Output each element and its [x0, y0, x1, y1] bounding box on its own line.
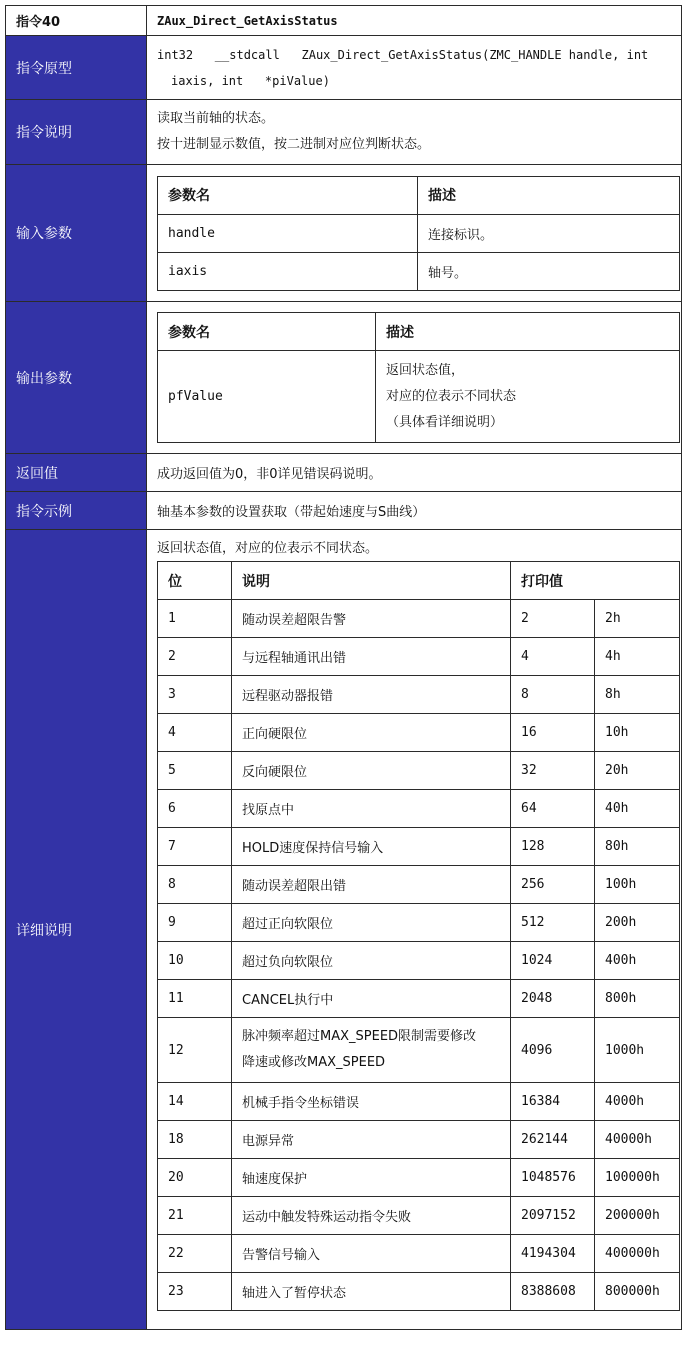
decimal-value: 8 — [511, 676, 595, 714]
prototype-row — [6, 36, 682, 100]
hex-value: 800000h — [595, 1273, 680, 1311]
details-intro: 返回状态值，对应的位表示不同状态。 — [157, 541, 379, 556]
hex-value: 40h — [595, 790, 680, 828]
bit-cell: 7 — [158, 828, 232, 866]
decimal-value: 4194304 — [511, 1235, 595, 1273]
status-bits-header — [158, 562, 680, 600]
param-desc: 轴号。 — [418, 252, 680, 290]
input-col-name: 参数名 — [158, 176, 418, 214]
bit-cell: 18 — [158, 1121, 232, 1159]
prototype-signature — [147, 36, 682, 100]
output-col-name: 参数名 — [158, 313, 376, 351]
hex-value: 1000h — [595, 1018, 680, 1083]
return-value-label: 返回值 — [6, 454, 147, 492]
status-bits-table — [157, 561, 680, 1311]
desc-cell: 找原点中 — [232, 790, 511, 828]
decimal-value: 262144 — [511, 1121, 595, 1159]
bit-cell: 20 — [158, 1159, 232, 1197]
desc-cell: 轴速度保护 — [232, 1159, 511, 1197]
bit-cell: 8 — [158, 866, 232, 904]
param-name: pfValue — [158, 351, 376, 443]
api-doc-table — [5, 5, 682, 1330]
hex-value: 200000h — [595, 1197, 680, 1235]
example-text: 轴基本参数的设置获取（带起始速度与S曲线） — [147, 492, 682, 530]
desc-cell: 运动中触发特殊运动指令失败 — [232, 1197, 511, 1235]
decimal-value: 2097152 — [511, 1197, 595, 1235]
decimal-value: 8388608 — [511, 1273, 595, 1311]
col-bit: 位 — [158, 562, 232, 600]
table-row — [158, 252, 680, 290]
hex-value: 10h — [595, 714, 680, 752]
decimal-value: 32 — [511, 752, 595, 790]
table-row — [158, 1121, 680, 1159]
bit-cell: 23 — [158, 1273, 232, 1311]
example-row — [6, 492, 682, 530]
decimal-value: 4 — [511, 638, 595, 676]
bit-cell: 9 — [158, 904, 232, 942]
output-params-cell — [147, 302, 682, 454]
output-params-label: 输出参数 — [6, 302, 147, 454]
return-value-text: 成功返回值为0，非0详见错误码说明。 — [147, 454, 682, 492]
function-name: ZAux_Direct_GetAxisStatus — [147, 6, 682, 36]
decimal-value: 2048 — [511, 980, 595, 1018]
decimal-value: 128 — [511, 828, 595, 866]
hex-value: 80h — [595, 828, 680, 866]
bit-cell: 4 — [158, 714, 232, 752]
hex-value: 400h — [595, 942, 680, 980]
table-row — [158, 351, 680, 443]
output-params-row — [6, 302, 682, 454]
table-row — [158, 214, 680, 252]
decimal-value: 4096 — [511, 1018, 595, 1083]
hex-value: 4000h — [595, 1083, 680, 1121]
description-text — [147, 100, 682, 165]
prototype-line-2: iaxis, int *piValue) — [171, 73, 330, 88]
hex-value: 200h — [595, 904, 680, 942]
desc-cell: 超过正向软限位 — [232, 904, 511, 942]
desc-line: 降速或修改MAX_SPEED — [242, 1055, 386, 1070]
table-row — [158, 600, 680, 638]
decimal-value: 2 — [511, 600, 595, 638]
desc-cell: 超过负向软限位 — [232, 942, 511, 980]
param-desc-line: （具体看详细说明） — [386, 414, 504, 430]
table-row — [158, 676, 680, 714]
table-row — [158, 1018, 680, 1083]
col-desc: 说明 — [232, 562, 511, 600]
description-line-1: 读取当前轴的状态。 — [157, 111, 275, 126]
desc-cell: HOLD速度保持信号输入 — [232, 828, 511, 866]
desc-cell: 机械手指令坐标错误 — [232, 1083, 511, 1121]
desc-cell: 电源异常 — [232, 1121, 511, 1159]
bit-cell: 22 — [158, 1235, 232, 1273]
param-desc — [376, 351, 680, 443]
decimal-value: 256 — [511, 866, 595, 904]
hex-value: 400000h — [595, 1235, 680, 1273]
details-cell — [147, 530, 682, 1330]
desc-cell: 反向硬限位 — [232, 752, 511, 790]
param-name: iaxis — [158, 252, 418, 290]
output-params-header — [158, 313, 680, 351]
details-row — [6, 530, 682, 1330]
example-label: 指令示例 — [6, 492, 147, 530]
input-col-desc: 描述 — [418, 176, 680, 214]
command-number: 指令40 — [6, 6, 147, 36]
description-line-2: 按十进制显示数值，按二进制对应位判断状态。 — [157, 137, 431, 152]
table-row — [158, 714, 680, 752]
table-row — [158, 980, 680, 1018]
decimal-value: 16384 — [511, 1083, 595, 1121]
hex-value: 8h — [595, 676, 680, 714]
decimal-value: 512 — [511, 904, 595, 942]
table-row — [158, 1159, 680, 1197]
hex-value: 40000h — [595, 1121, 680, 1159]
header-row — [6, 6, 682, 36]
desc-cell: 告警信号输入 — [232, 1235, 511, 1273]
input-params-label: 输入参数 — [6, 165, 147, 302]
desc-cell: 正向硬限位 — [232, 714, 511, 752]
hex-value: 4h — [595, 638, 680, 676]
bit-cell: 3 — [158, 676, 232, 714]
output-params-table — [157, 312, 680, 443]
description-row — [6, 100, 682, 165]
bit-cell: 11 — [158, 980, 232, 1018]
hex-value: 100000h — [595, 1159, 680, 1197]
bit-cell: 10 — [158, 942, 232, 980]
param-name: handle — [158, 214, 418, 252]
bit-cell: 5 — [158, 752, 232, 790]
param-desc-line: 返回状态值， — [386, 362, 465, 378]
bit-cell: 12 — [158, 1018, 232, 1083]
desc-cell: 与远程轴通讯出错 — [232, 638, 511, 676]
input-params-row — [6, 165, 682, 302]
hex-value: 20h — [595, 752, 680, 790]
prototype-line-1: int32 __stdcall ZAux_Direct_GetAxisStatus(ZMC_HANDLE handle, int — [157, 47, 649, 62]
table-row — [158, 942, 680, 980]
desc-cell: 轴进入了暂停状态 — [232, 1273, 511, 1311]
table-row — [158, 1273, 680, 1311]
hex-value: 2h — [595, 600, 680, 638]
prototype-label: 指令原型 — [6, 36, 147, 100]
bit-cell: 14 — [158, 1083, 232, 1121]
table-row — [158, 790, 680, 828]
decimal-value: 64 — [511, 790, 595, 828]
input-params-header — [158, 176, 680, 214]
description-label: 指令说明 — [6, 100, 147, 165]
table-row — [158, 638, 680, 676]
bit-cell: 21 — [158, 1197, 232, 1235]
desc-line: 脉冲频率超过MAX_SPEED限制需要修改 — [242, 1029, 477, 1044]
param-desc: 连接标识。 — [418, 214, 680, 252]
table-row — [158, 1083, 680, 1121]
table-row — [158, 904, 680, 942]
bit-cell: 1 — [158, 600, 232, 638]
col-print: 打印值 — [511, 562, 680, 600]
desc-cell — [232, 1018, 511, 1083]
return-value-row — [6, 454, 682, 492]
table-row — [158, 866, 680, 904]
table-row — [158, 1197, 680, 1235]
table-row — [158, 1235, 680, 1273]
hex-value: 100h — [595, 866, 680, 904]
decimal-value: 16 — [511, 714, 595, 752]
details-label: 详细说明 — [6, 530, 147, 1330]
output-col-desc: 描述 — [376, 313, 680, 351]
desc-cell: 随动误差超限出错 — [232, 866, 511, 904]
desc-cell: CANCEL执行中 — [232, 980, 511, 1018]
desc-cell: 随动误差超限告警 — [232, 600, 511, 638]
decimal-value: 1048576 — [511, 1159, 595, 1197]
input-params-table — [157, 176, 680, 291]
decimal-value: 1024 — [511, 942, 595, 980]
hex-value: 800h — [595, 980, 680, 1018]
bit-cell: 2 — [158, 638, 232, 676]
table-row — [158, 752, 680, 790]
table-row — [158, 828, 680, 866]
bit-cell: 6 — [158, 790, 232, 828]
param-desc-line: 对应的位表示不同状态 — [386, 388, 517, 404]
input-params-cell — [147, 165, 682, 302]
desc-cell: 远程驱动器报错 — [232, 676, 511, 714]
